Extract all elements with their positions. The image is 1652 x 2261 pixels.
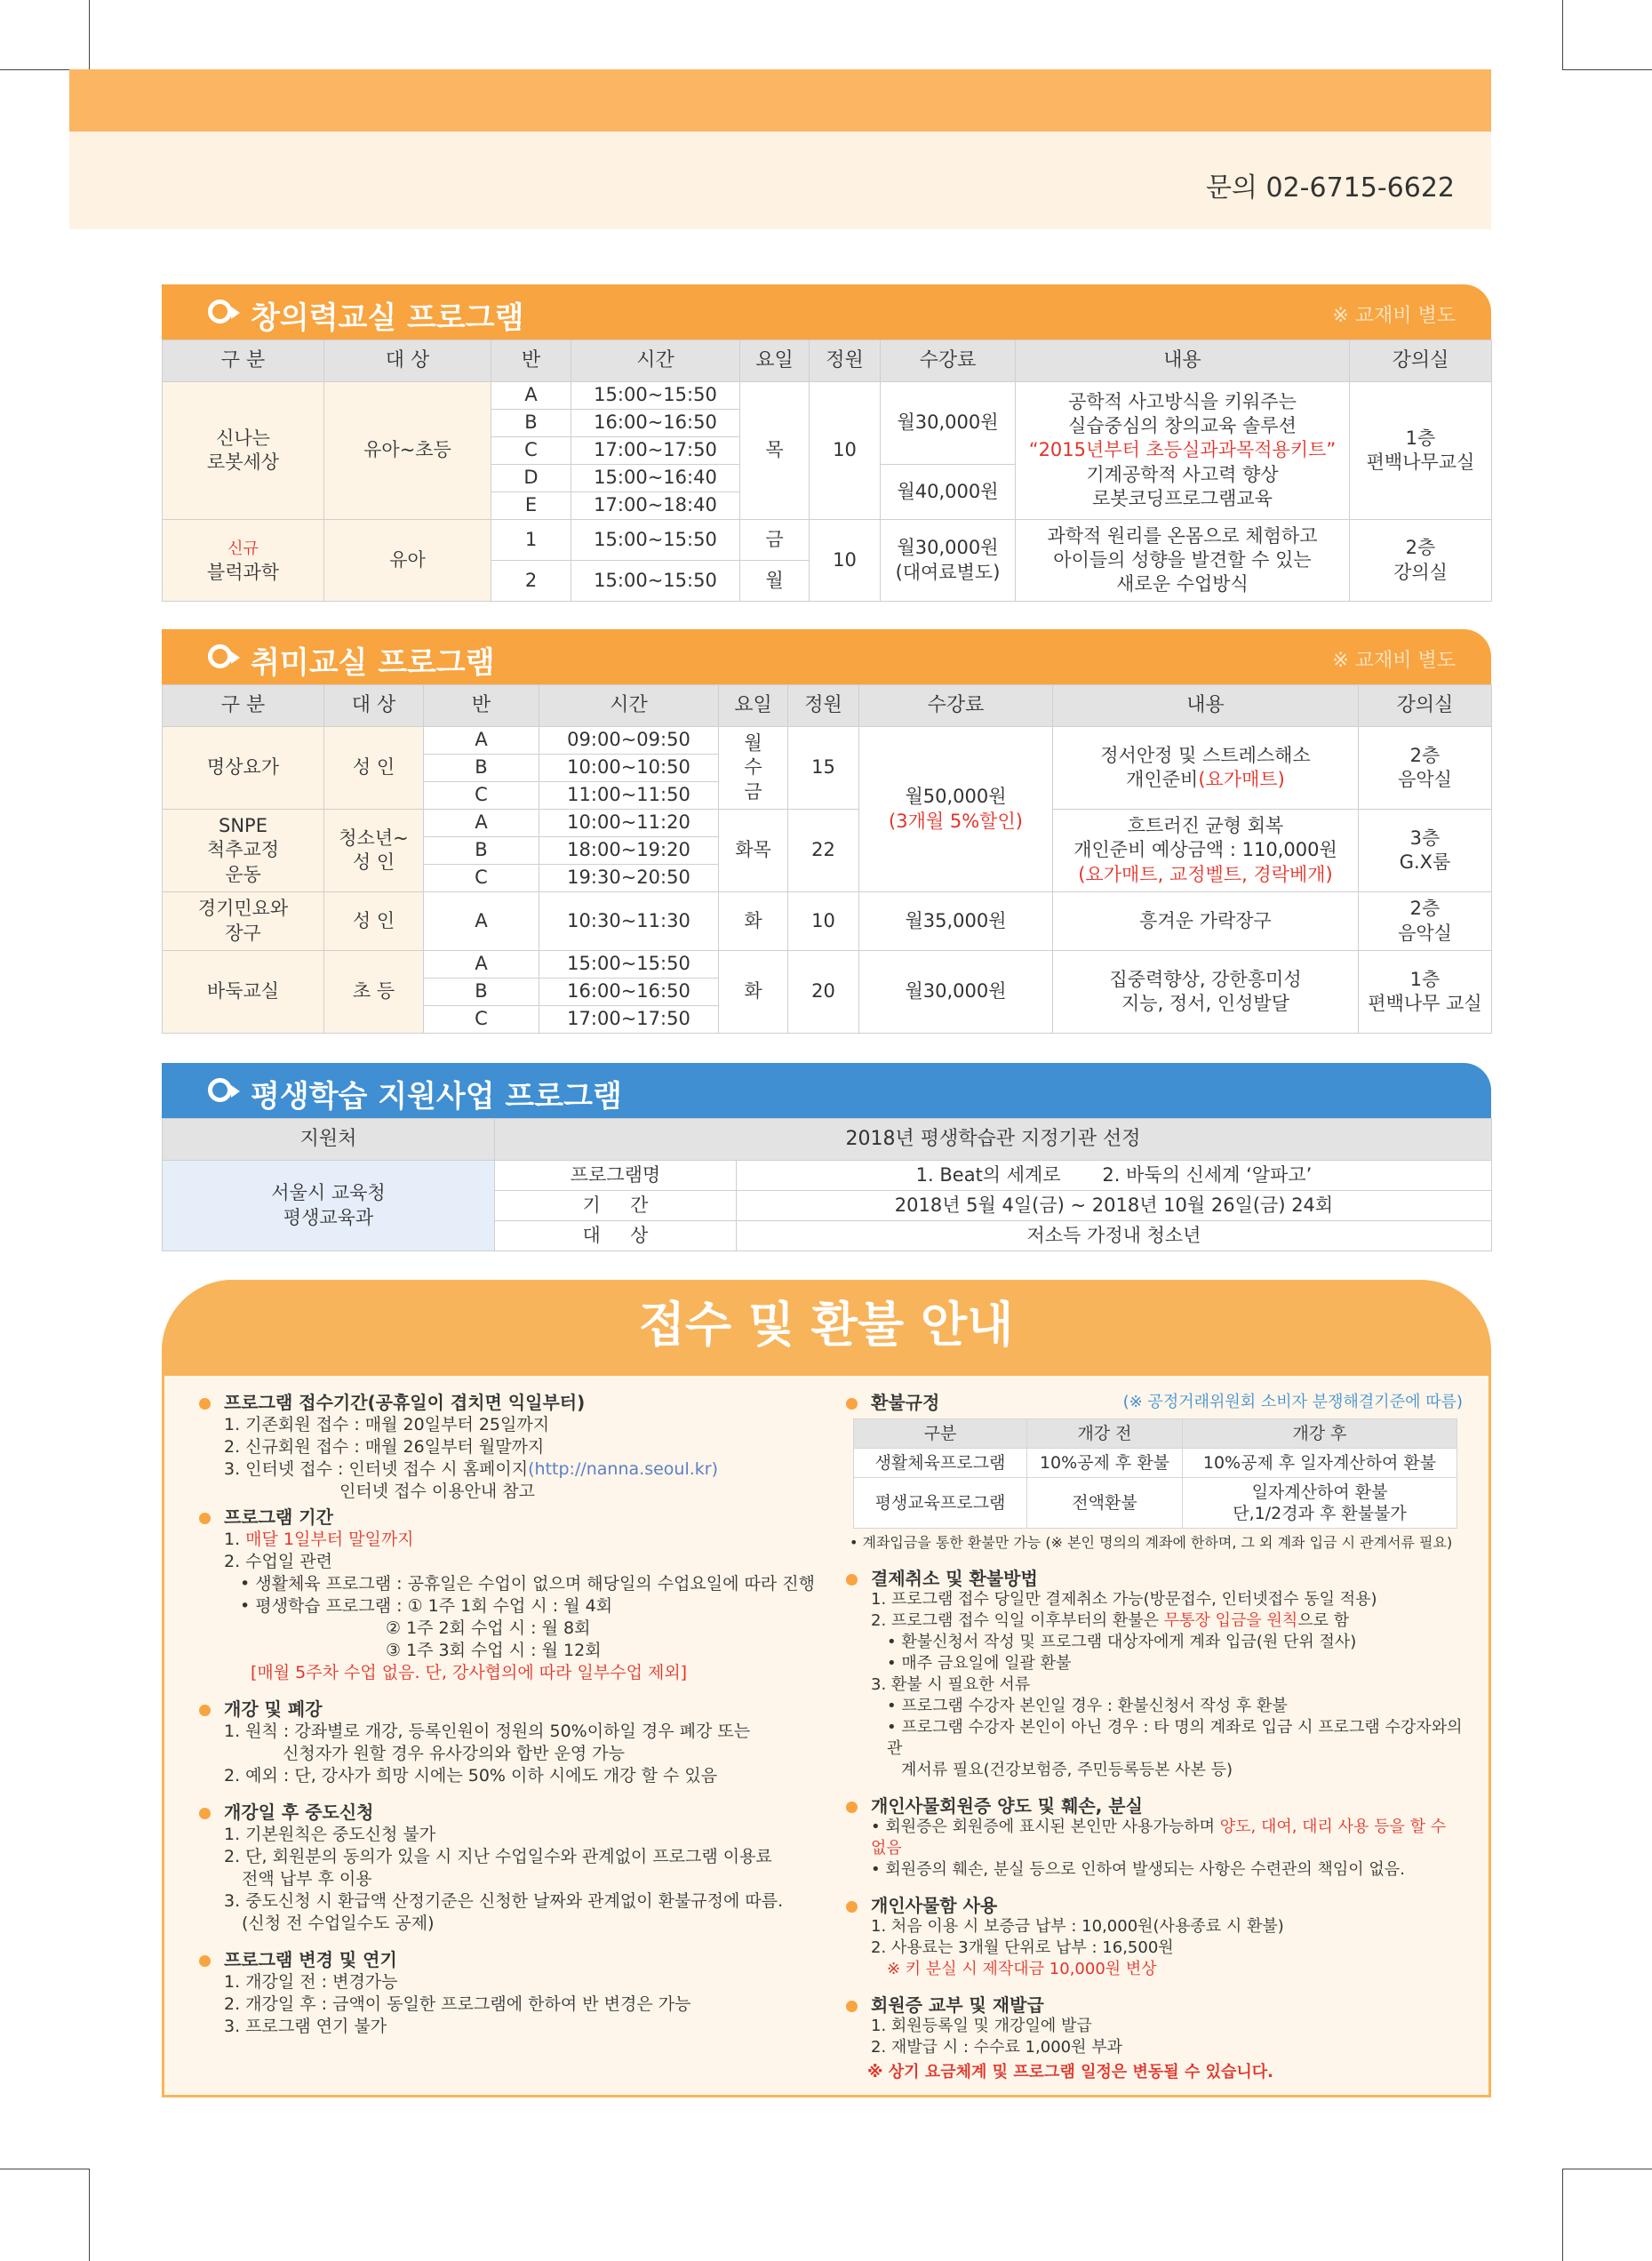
capacity-cell: 20 (788, 951, 859, 1034)
capacity-cell: 10 (810, 520, 881, 602)
col-header: 대 상 (324, 685, 424, 727)
text-line: 2. 프로그램 접수 익일 이후부터의 환불은 무통장 입금을 원칙으로 함 (871, 1611, 1350, 1630)
day-cell: 목 (740, 382, 810, 520)
schedule-change-warning: ※ 상기 요금체계 및 프로그램 일정은 변동될 수 있습니다. (867, 2063, 1274, 2081)
capacity-cell: 10 (788, 892, 859, 951)
program-name: 명상요가 (163, 727, 324, 810)
table-row (163, 951, 1492, 979)
support-org: 서울시 교육청 평생교육과 (163, 1161, 495, 1251)
text-line: ※ 키 분실 시 제작대금 10,000원 변상 (887, 1960, 1157, 1978)
fee-cell: 월35,000원 (859, 892, 1053, 951)
class-cell: C (424, 782, 539, 810)
row-key: 프로그램명 (495, 1161, 737, 1191)
time-cell: 09:00~09:50 (539, 727, 719, 755)
class-cell: E (491, 492, 571, 520)
class-cell: B (424, 755, 539, 782)
creative-table (162, 340, 1492, 602)
crop-mark (1562, 0, 1563, 69)
col-header: 수강료 (859, 685, 1053, 727)
text-line: 전액 납부 후 이용 (242, 1869, 372, 1889)
refund-right-column (844, 1388, 1463, 2083)
fee-cell: 월50,000원 (3개월 5%할인) (859, 727, 1053, 892)
row-key: 대 상 (495, 1221, 737, 1251)
capacity-cell: 22 (788, 810, 859, 892)
homepage-link[interactable]: (http://nanna.seoul.kr) (528, 1459, 718, 1479)
text-line: • 프로그램 수강자 본인일 경우 : 환불신청서 작성 후 환불 (887, 1697, 1288, 1715)
row-key: 기 간 (495, 1191, 737, 1221)
day-cell: 금 (740, 520, 810, 561)
text-line: ③ 1주 3회 수업 시 : 월 12회 (386, 1641, 602, 1660)
col-header: 요일 (740, 340, 810, 382)
time-cell: 10:00~10:50 (539, 755, 719, 782)
text-line: • 생활체육 프로그램 : 공휴일은 수업이 없으며 해당일의 수업요일에 따라 진행 (240, 1574, 815, 1594)
section-heading: 프로그램 변경 및 연기 (197, 1949, 819, 1971)
text-line: 1. 개강일 전 : 변경가능 (224, 1972, 398, 1992)
section-title-text: 취미교실 프로그램 (251, 645, 495, 681)
table-header-row: 구분 개강 전 개강 후 (854, 1419, 1457, 1449)
col-header: 반 (491, 340, 571, 382)
time-cell: 17:00~17:50 (571, 437, 740, 465)
fee-cell: 월30,000원 (881, 382, 1016, 465)
circle-arrow-icon (208, 300, 232, 324)
row-value: 2018년 5월 4일(금) ~ 2018년 10월 26일(금) 24회 (737, 1191, 1492, 1221)
program-target: 성 인 (324, 892, 424, 951)
creative-section-title (162, 284, 1491, 340)
hobby-section-title (162, 629, 1491, 684)
text-line: • 평생학습 프로그램 : ① 1주 1회 수업 시 : 월 4회 (240, 1596, 613, 1616)
table-row (163, 520, 1492, 561)
row-value: 1. Beat의 세계로 2. 바둑의 신세계 ‘알파고’ (737, 1161, 1492, 1191)
section-heading: 개강 및 폐강 (197, 1698, 819, 1721)
time-cell: 15:00~15:50 (571, 561, 740, 602)
table-row (163, 382, 1492, 410)
room-cell: 2층 강의실 (1350, 520, 1492, 602)
text-line: 3. 환불 시 필요한 서류 (871, 1675, 1031, 1694)
table-row (163, 727, 1492, 755)
room-cell: 1층 편백나무교실 (1350, 382, 1492, 520)
class-cell: C (424, 865, 539, 892)
class-cell: A (424, 892, 539, 951)
col-header: 정원 (810, 340, 881, 382)
class-cell: C (491, 437, 571, 465)
text-line: ② 1주 2회 수업 시 : 월 8회 (386, 1618, 591, 1638)
day-cell: 월 수 금 (719, 727, 788, 810)
refund-table (853, 1418, 1457, 1529)
section-heading: 개인사물회원증 양도 및 훼손, 분실 (844, 1795, 1463, 1817)
col-header: 시간 (539, 685, 719, 727)
text-line: 3. 인터넷 접수 : 인터넷 접수 시 홈페이지(http://nanna.seoul.kr) (224, 1459, 718, 1479)
col-header: 강의실 (1359, 685, 1492, 727)
day-cell: 화목 (719, 810, 788, 892)
text-line: [매월 5주차 수업 없음. 단, 강사협의에 따라 일부수업 제외] (251, 1663, 688, 1682)
class-cell: 1 (491, 520, 571, 561)
capacity-cell: 15 (788, 727, 859, 810)
refund-rule-note: (※ 공정거래위원회 소비자 분쟁해결기준에 따름) (1122, 1393, 1463, 1411)
text-line: 2. 신규회원 접수 : 매월 26일부터 월말까지 (224, 1437, 545, 1457)
text-line: 1. 프로그램 접수 당일만 결제취소 가능(방문접수, 인터넷접수 동일 적용) (871, 1590, 1377, 1609)
table-row (163, 892, 1492, 951)
col-header: 수강료 (881, 340, 1016, 382)
circle-arrow-icon (208, 1078, 232, 1102)
text-line: • 계좌입금을 통한 환불만 가능 (※ 본인 명의의 계좌에 한하며, 그 외 계좌 입금 시 관계서류 필요) (850, 1534, 1453, 1551)
time-cell: 17:00~18:40 (571, 492, 740, 520)
capacity-cell: 10 (810, 382, 881, 520)
day-cell: 월 (740, 561, 810, 602)
section-title-text: 창의력교실 프로그램 (251, 300, 524, 336)
text-line: 2. 사용료는 3개월 단위로 납부 : 16,500원 (871, 1938, 1174, 1957)
text-line: • 매주 금요일에 일괄 환불 (887, 1654, 1072, 1673)
content-cell: 집중력향상, 강한흥미성 지능, 정서, 인성발달 (1053, 951, 1359, 1034)
content-cell: 과학적 원리를 온몸으로 체험하고 아이들의 성향을 발견할 수 있는 새로운 수업방식 (1016, 520, 1350, 602)
class-cell: B (424, 979, 539, 1006)
program-name: SNPE 척추교정 운동 (163, 810, 324, 892)
text-line: • 회원증의 훼손, 분실 등으로 인하여 발생되는 사항은 수련관의 책임이 없음. (871, 1860, 1405, 1879)
material-fee-note: ※ 교재비 별도 (1332, 305, 1456, 327)
content-cell: 공학적 사고방식을 키워주는 실습중심의 창의교육 솔루션 “2015년부터 초등실과과목적용키트” 기계공학적 사고력 향상 로봇코딩프로그램교육 (1016, 382, 1350, 520)
time-cell: 18:00~19:20 (539, 837, 719, 865)
text-line: (신청 전 수업일수도 공제) (242, 1913, 435, 1933)
contact-phone: 문의 02-6715-6622 (1205, 172, 1455, 204)
refund-left-column (197, 1388, 819, 2038)
section-heading: 개인사물함 사용 (844, 1895, 1463, 1916)
col-header: 요일 (719, 685, 788, 727)
time-cell: 16:00~16:50 (571, 410, 740, 437)
time-cell: 19:30~20:50 (539, 865, 719, 892)
col-header: 내용 (1016, 340, 1350, 382)
class-cell: A (491, 382, 571, 410)
program-name: 바둑교실 (163, 951, 324, 1034)
program-name: 신규 블럭과학 (163, 520, 324, 602)
time-cell: 11:00~11:50 (539, 782, 719, 810)
section-title-text: 평생학습 지원사업 프로그램 (251, 1079, 622, 1115)
arrow-icon (231, 307, 240, 319)
arrow-icon (231, 651, 240, 664)
day-cell: 화 (719, 951, 788, 1034)
section-heading: 프로그램 기간 (197, 1506, 819, 1529)
time-cell: 15:00~15:50 (571, 520, 740, 561)
text-line: 2. 재발급 시 : 수수료 1,000원 부과 (871, 2038, 1122, 2057)
table-row: 생활체육프로그램 10%공제 후 환불 10%공제 후 일자계산하여 환불 (854, 1449, 1457, 1478)
lifelong-table (162, 1118, 1492, 1251)
lifelong-section-title (162, 1063, 1491, 1118)
text-line: 2. 예외 : 단, 강사가 희망 시에는 50% 이하 시에도 개강 할 수 있음 (224, 1766, 718, 1786)
text-line: 2. 단, 회원분의 동의가 있을 시 지난 수업일수와 관계없이 프로그램 이용료 (224, 1847, 772, 1866)
time-cell: 15:00~15:50 (571, 382, 740, 410)
time-cell: 15:00~16:40 (571, 465, 740, 492)
text-line: 계서류 필요(건강보험증, 주민등록등본 사본 등) (901, 1761, 1233, 1779)
text-line: 인터넷 접수 이용안내 참고 (339, 1482, 536, 1501)
refund-guide-title: 접수 및 환불 안내 (638, 1297, 1014, 1353)
class-cell: C (424, 1006, 539, 1034)
table-row: 평생교육프로그램 전액환불 일자계산하여 환불 단,1/2경과 후 환불불가 (854, 1478, 1457, 1529)
text-line: • 환불신청서 작성 및 프로그램 대상자에게 계좌 입금(원 단위 절사) (887, 1633, 1357, 1651)
col-header: 2018년 평생학습관 지정기관 선정 (495, 1119, 1492, 1161)
section-heading: 결제취소 및 환불방법 (844, 1568, 1463, 1589)
col-header: 구 분 (163, 685, 324, 727)
content-cell: 흐트러진 균형 회복 개인준비 예상금액 : 110,000원 (요가매트, 교정벨트, 경락베개) (1053, 810, 1359, 892)
program-target: 유아 (324, 520, 491, 602)
program-target: 유아~초등 (324, 382, 491, 520)
program-name: 신나는 로봇세상 (163, 382, 324, 520)
fee-cell: 월30,000원 (대여료별도) (881, 520, 1016, 602)
text-line: 1. 처음 이용 시 보증금 납부 : 10,000원(사용종료 시 환불) (871, 1917, 1284, 1936)
room-cell: 1층 편백나무 교실 (1359, 951, 1492, 1034)
content-cell: 정서안정 및 스트레스해소 개인준비(요가매트) (1053, 727, 1359, 810)
text-line: 신청자가 원할 경우 유사강의와 합반 운영 가능 (283, 1744, 625, 1763)
col-header: 반 (424, 685, 539, 727)
program-name: 경기민요와 장구 (163, 892, 324, 951)
class-cell: 2 (491, 561, 571, 602)
text-line: 1. 기존회원 접수 : 매월 20일부터 25일까지 (224, 1415, 550, 1434)
class-cell: B (424, 837, 539, 865)
arrow-icon (231, 1085, 240, 1098)
time-cell: 10:30~11:30 (539, 892, 719, 951)
col-header: 시간 (571, 340, 740, 382)
time-cell: 17:00~17:50 (539, 1006, 719, 1034)
class-cell: A (424, 951, 539, 979)
col-header: 대 상 (324, 340, 491, 382)
text-line: 1. 회원등록일 및 개강일에 발급 (871, 2017, 1092, 2035)
col-header: 지원처 (163, 1119, 495, 1161)
time-cell: 16:00~16:50 (539, 979, 719, 1006)
section-heading: 개강일 후 중도신청 (197, 1802, 819, 1824)
class-cell: B (491, 410, 571, 437)
text-line: 3. 프로그램 연기 불가 (224, 2017, 387, 2036)
class-cell: D (491, 465, 571, 492)
header-band (69, 69, 1491, 132)
col-header: 강의실 (1350, 340, 1492, 382)
text-line: 2. 개강일 후 : 금액이 동일한 프로그램에 한하여 반 변경은 가능 (224, 1994, 691, 2014)
time-cell: 15:00~15:50 (539, 951, 719, 979)
text-line: 3. 중도신청 시 환급액 산정기준은 신청한 날짜와 관계없이 환불규정에 따름. (224, 1891, 784, 1911)
text-line: 1. 매달 1일부터 말일까지 (224, 1530, 414, 1549)
program-target: 청소년~ 성 인 (324, 810, 424, 892)
table-header-row (163, 340, 1492, 382)
table-header-row (163, 1119, 1492, 1161)
text-line: 1. 원칙 : 강좌별로 개강, 등록인원이 정원의 50%이하일 경우 폐강 또는 (224, 1722, 751, 1741)
room-cell: 2층 음악실 (1359, 727, 1492, 810)
section-heading: 회원증 교부 및 재발급 (844, 1994, 1463, 2016)
col-header: 구 분 (163, 340, 324, 382)
crop-mark (1562, 69, 1652, 70)
fee-cell: 월30,000원 (859, 951, 1053, 1034)
crop-mark (1562, 2169, 1563, 2261)
class-cell: A (424, 727, 539, 755)
section-heading: 프로그램 접수기간(공휴일이 겹치면 익일부터) (197, 1392, 819, 1414)
room-cell: 3층 G.X룸 (1359, 810, 1492, 892)
text-line: 2. 수업일 관련 (224, 1552, 332, 1571)
class-cell: A (424, 810, 539, 837)
circle-arrow-icon (208, 644, 232, 668)
time-cell: 10:00~11:20 (539, 810, 719, 837)
text-line: 1. 기본원칙은 중도신청 불가 (224, 1825, 436, 1844)
crop-mark (89, 2169, 90, 2261)
program-target: 성 인 (324, 727, 424, 810)
hobby-table (162, 684, 1492, 1034)
content-cell: 흥겨운 가락장구 (1053, 892, 1359, 951)
program-target: 초 등 (324, 951, 424, 1034)
row-value: 저소득 가정내 청소년 (737, 1221, 1492, 1251)
table-row (163, 810, 1492, 837)
table-row (163, 1161, 1492, 1191)
text-line: • 프로그램 수강자 본인이 아닌 경우 : 타 명의 계좌로 입금 시 프로그램 수강자와의 관 (887, 1718, 1463, 1758)
crop-mark (89, 0, 90, 69)
col-header: 정원 (788, 685, 859, 727)
section-heading: 환불규정 (※ 공정거래위원회 소비자 분쟁해결기준에 따름) (844, 1392, 1463, 1413)
table-header-row (163, 685, 1492, 727)
fee-cell: 월40,000원 (881, 465, 1016, 520)
day-cell: 화 (719, 892, 788, 951)
text-line: • 회원증은 회원증에 표시된 본인만 사용가능하며 양도, 대여, 대리 사용 등을 할 수 없음 (871, 1818, 1447, 1858)
room-cell: 2층 음악실 (1359, 892, 1492, 951)
material-fee-note: ※ 교재비 별도 (1332, 650, 1456, 672)
col-header: 내용 (1053, 685, 1359, 727)
